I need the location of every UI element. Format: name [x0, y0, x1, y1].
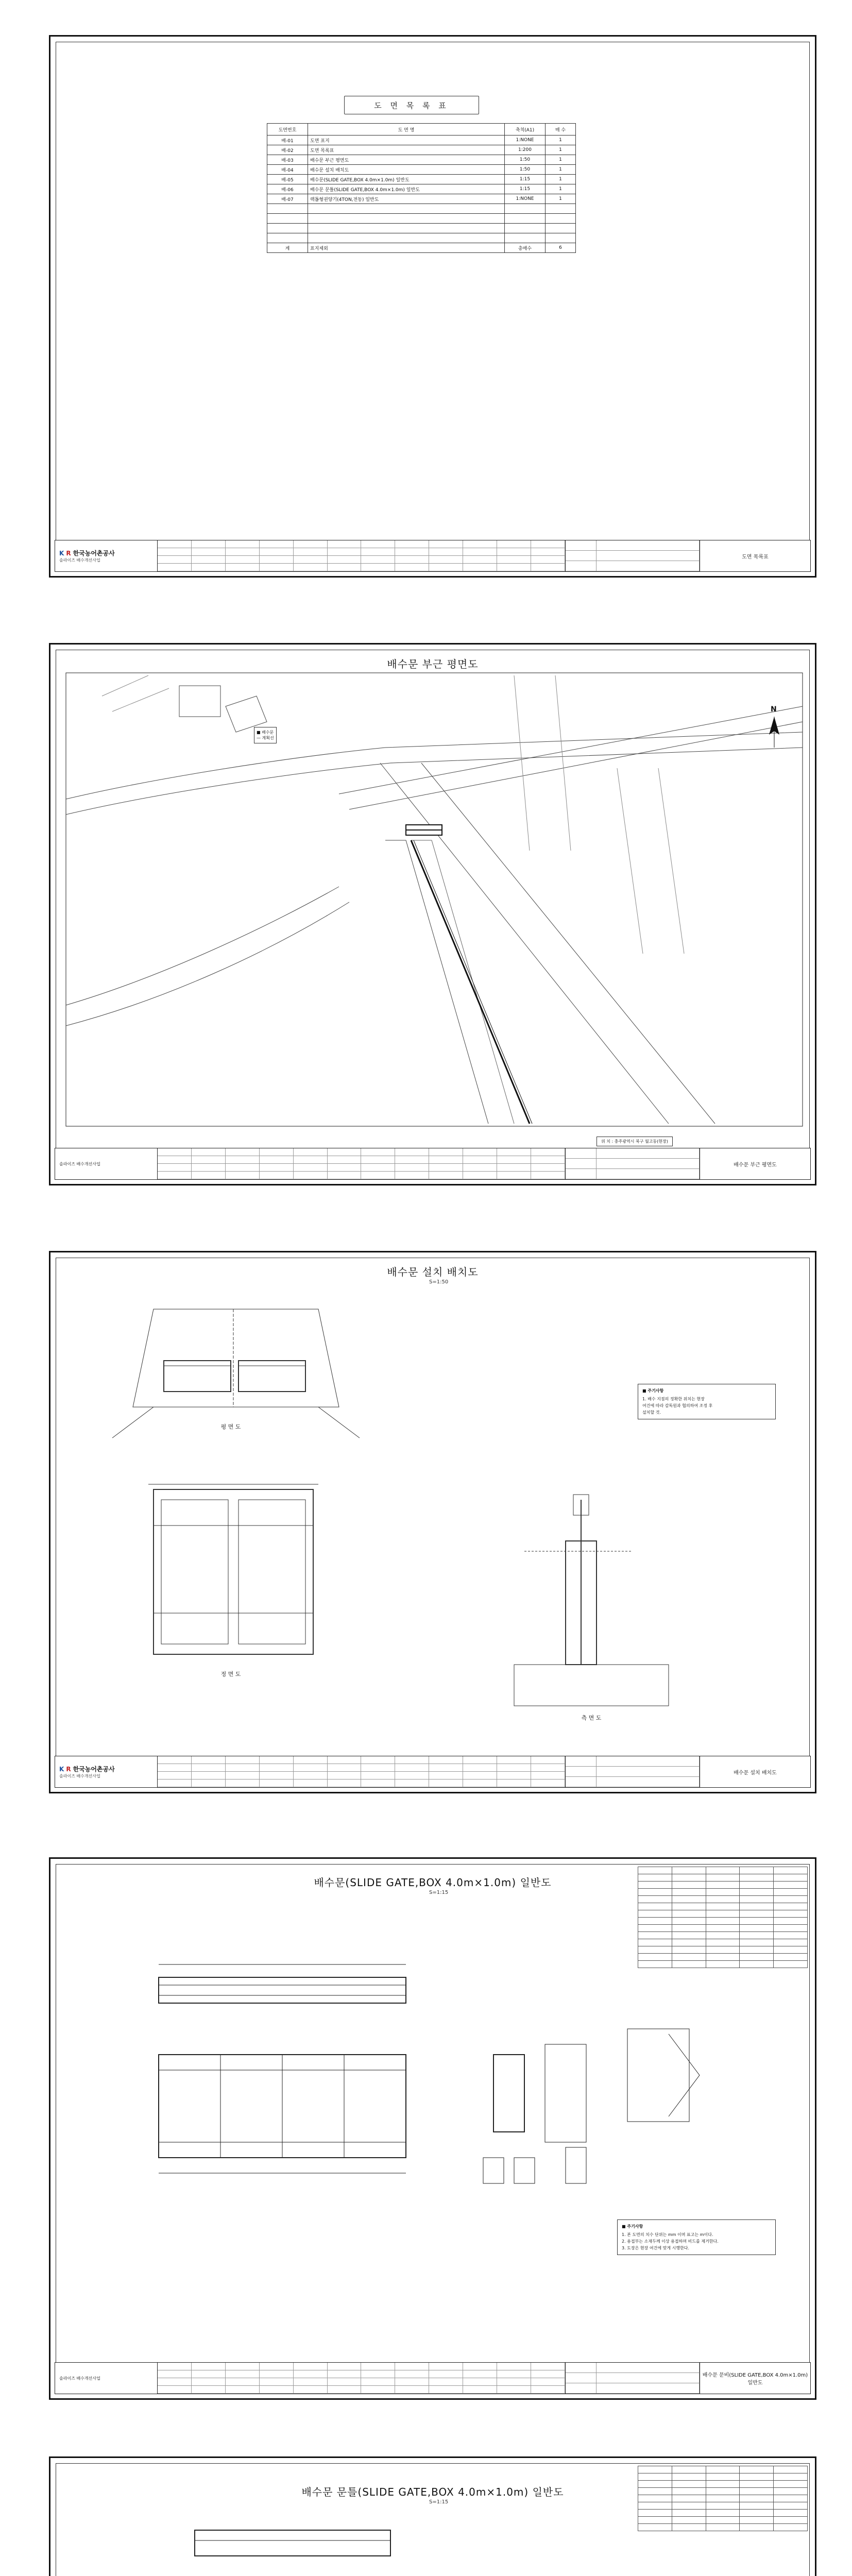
table-cell: 1: [546, 175, 576, 184]
table-cell: [308, 214, 505, 224]
title-block: [55, 1148, 811, 1180]
table-cell: 1: [546, 135, 576, 145]
company-logo: K R 한국농어촌공사 솔라이즈 배수개선사업: [55, 540, 158, 571]
sheet-gate-leaf: [49, 1857, 816, 2400]
total-cell: 6: [546, 243, 576, 253]
table-row: [267, 145, 576, 155]
gate-frame-drawing: [50, 2458, 816, 2576]
title-block: [55, 540, 811, 572]
gate-leaf-drawing: [50, 1859, 816, 2400]
note-line: 2. 용접부는 소재두께 이상 용접하며 비드를 제거한다.: [622, 2239, 719, 2244]
total-cell: 표지제외: [308, 243, 505, 253]
table-cell: [546, 204, 576, 214]
location-note: 위 치 : 충주광역시 북구 월고동(현장): [597, 1137, 673, 1146]
table-cell: 배수문 설치 배치도: [308, 165, 505, 175]
legend-item: ■ 배수문: [257, 730, 274, 735]
sheet-title: 배수문 부근 평면도: [387, 658, 479, 670]
table-cell: 배수문 문틀(SLIDE GATE,BOX 4.0m×1.0m) 일반도: [308, 184, 505, 194]
table-cell: 1: [546, 155, 576, 165]
site-plan-drawing: [50, 645, 816, 1185]
table-cell: 도면 표지: [308, 135, 505, 145]
table-cell: [546, 214, 576, 224]
table-cell: 배수문 부근 평면도: [308, 155, 505, 165]
table-cell: 배-04: [267, 165, 308, 175]
drawing-title: 배수문 부근 평면도: [700, 1148, 810, 1179]
drawing-title: 도면 목록표: [700, 540, 810, 571]
table-header-row: [267, 124, 576, 135]
table-row: [267, 175, 576, 184]
company-name: 한국농어촌공사: [73, 550, 115, 557]
table-cell: 배-03: [267, 155, 308, 165]
table-cell: 배-06: [267, 184, 308, 194]
notes-heading: ■ 주기사항: [622, 2224, 643, 2229]
table-cell: 배-01: [267, 135, 308, 145]
north-label: N: [771, 705, 777, 714]
note-line: 1. 본 도면의 치수 단위는 mm 이며 표고는 m이다.: [622, 2232, 713, 2237]
total-cell: 총매수: [505, 243, 546, 253]
drawing-title: 배수문 설치 배치도: [700, 1756, 810, 1787]
col-header: 도면번호: [267, 124, 308, 135]
view-label: 측 면 도: [581, 1715, 602, 1721]
title-block: [55, 1756, 811, 1788]
company-sub: 솔라이즈 배수개선사업: [59, 1774, 100, 1778]
sheet-frame: [56, 42, 810, 571]
table-row: [267, 204, 576, 214]
title-block: [55, 2362, 811, 2394]
north-arrow-icon: [769, 717, 779, 748]
sheet-site-plan: [49, 643, 816, 1185]
col-header: 축척(A1): [505, 124, 546, 135]
index-title: 도 면 목 록 표: [344, 96, 479, 114]
company-logo: [55, 2363, 158, 2394]
table-cell: [308, 224, 505, 233]
notes-box: [617, 2219, 776, 2255]
company-sub: 솔라이즈 배수개선사업: [59, 1161, 100, 1166]
sheet-title: 배수문(SLIDE GATE,BOX 4.0m×1.0m) 일반도: [314, 1876, 552, 1889]
col-header: 매 수: [546, 124, 576, 135]
total-cell: 계: [267, 243, 308, 253]
col-header: 도 면 명: [308, 124, 505, 135]
table-cell: 1: [546, 184, 576, 194]
sheet-title: 배수문 문틀(SLIDE GATE,BOX 4.0m×1.0m) 일반도: [301, 2486, 564, 2498]
table-cell: 배-02: [267, 145, 308, 155]
table-cell: [505, 224, 546, 233]
note-line: 여건에 따라 감독원과 협의하여 조정 후: [642, 1403, 713, 1408]
view-label: 정 면 도: [220, 1671, 241, 1677]
company-sub: 솔라이즈 배수개선사업: [59, 558, 100, 563]
sheet-index: [49, 35, 816, 578]
scale-label: S=1:15: [429, 2499, 449, 2505]
table-cell: [267, 214, 308, 224]
company-sub: 솔라이즈 배수개선사업: [59, 2376, 100, 2381]
table-row: [267, 214, 576, 224]
table-cell: 1:15: [505, 184, 546, 194]
table-row: [267, 224, 576, 233]
table-cell: 1: [546, 194, 576, 204]
table-cell: [505, 214, 546, 224]
company-name: 한국농어촌공사: [73, 1766, 115, 1773]
drawing-title: 배수문 문비(SLIDE GATE,BOX 4.0m×1.0m) 일반도: [700, 2363, 810, 2394]
table-row: [267, 165, 576, 175]
table-cell: 도면 목록표: [308, 145, 505, 155]
legend: [254, 727, 277, 743]
table-cell: 배수문(SLIDE GATE,BOX 4.0m×1.0m) 일반도: [308, 175, 505, 184]
sheet-gate-frame: [49, 2456, 816, 2576]
table-cell: [546, 224, 576, 233]
drawing-index-table: [267, 123, 576, 253]
table-row: [267, 194, 576, 204]
note-line: 설치할 것.: [642, 1410, 661, 1415]
table-cell: 랙톱형권양기(4TON,전동) 일반도: [308, 194, 505, 204]
legend-item: — 계획선: [257, 736, 274, 740]
table-cell: [267, 233, 308, 243]
scale-label: S=1:15: [429, 1890, 449, 1895]
sheet-layout: [49, 1251, 816, 1793]
table-cell: 1: [546, 165, 576, 175]
table-cell: 1:NONE: [505, 194, 546, 204]
scale-label: S=1:50: [429, 1279, 449, 1285]
table-cell: [267, 224, 308, 233]
table-cell: 1: [546, 145, 576, 155]
table-row: [267, 233, 576, 243]
table-cell: [505, 233, 546, 243]
table-cell: 1:15: [505, 175, 546, 184]
notes-box: [638, 1384, 776, 1419]
note-line: 3. 도장은 현장 여건에 맞게 시행한다.: [622, 2246, 690, 2250]
notes-heading: ■ 주기사항: [642, 1388, 664, 1393]
table-total-row: [267, 243, 576, 253]
table-cell: [308, 204, 505, 214]
table-cell: [505, 204, 546, 214]
company-logo: [55, 1148, 158, 1179]
table-cell: 1:NONE: [505, 135, 546, 145]
table-cell: 1:50: [505, 165, 546, 175]
table-cell: [308, 233, 505, 243]
view-label: 평 면 도: [220, 1423, 241, 1430]
layout-drawing: [50, 1252, 816, 1793]
table-cell: 배-05: [267, 175, 308, 184]
table-row: [267, 135, 576, 145]
note-line: 1. 배수 지점의 정확한 위치는 현장: [642, 1397, 705, 1401]
table-row: [267, 184, 576, 194]
table-cell: 1:200: [505, 145, 546, 155]
table-cell: 1:50: [505, 155, 546, 165]
table-row: [267, 155, 576, 165]
table-cell: [267, 204, 308, 214]
sheet-title: 배수문 설치 배치도: [387, 1266, 479, 1278]
table-cell: 배-07: [267, 194, 308, 204]
table-cell: [546, 233, 576, 243]
company-logo: K R 한국농어촌공사 솔라이즈 배수개선사업: [55, 1756, 158, 1787]
